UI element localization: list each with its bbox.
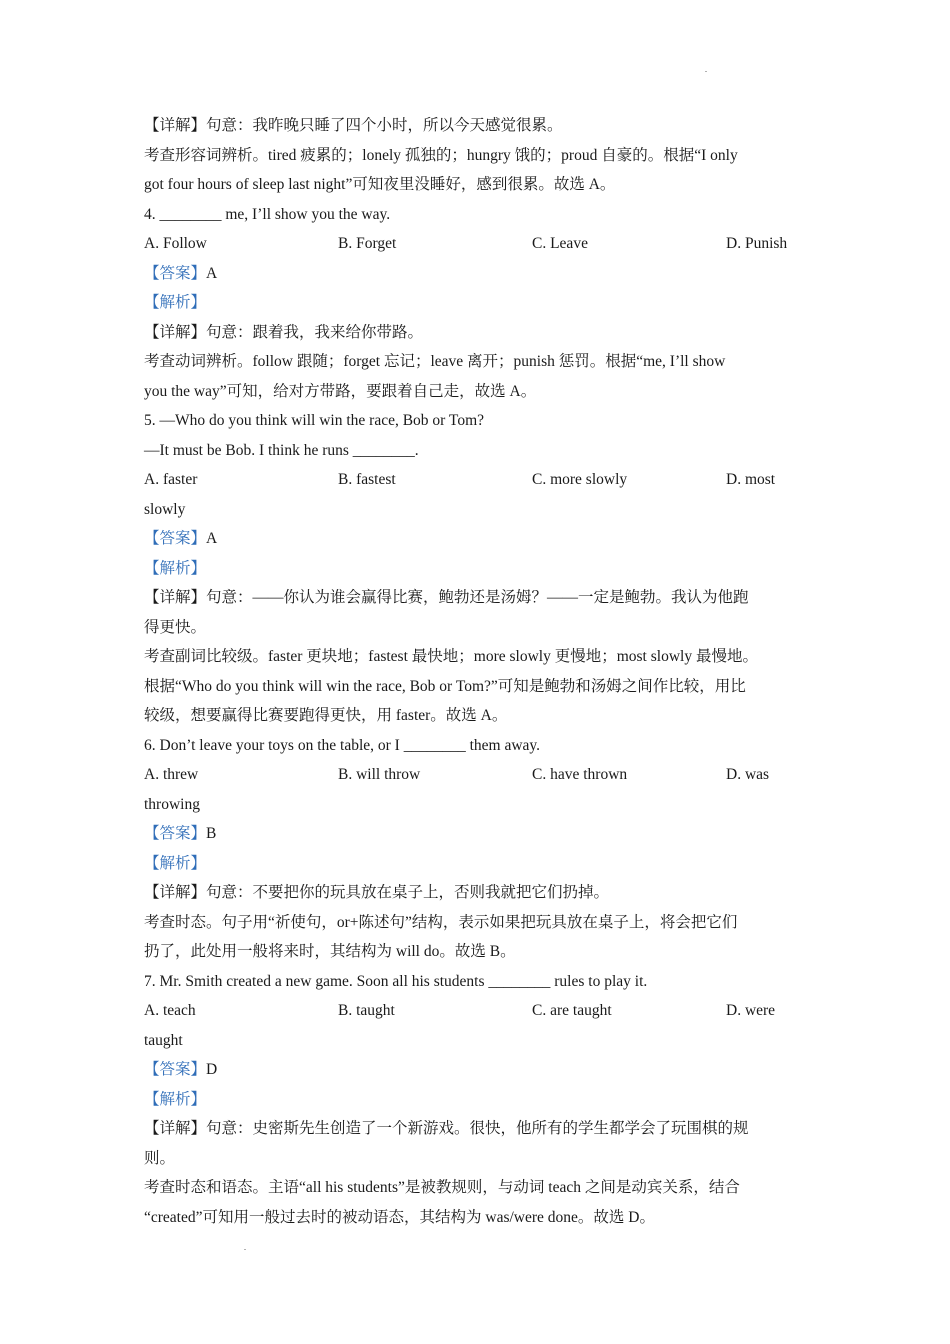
q5-answer-tag: 【答案】	[144, 530, 207, 547]
q4-detail: 【详解】句意：跟着我，我来给你带路。	[144, 323, 424, 341]
q4-question: 4. ________ me, I’ll show you the way.	[144, 205, 391, 223]
q6-answer	[144, 819, 808, 849]
q5-answer	[144, 524, 808, 554]
q6-analysis-line-1: 考查时态。句子用“祈使句，or+陈述句”结构，表示如果把玩具放在桌子上，将会把它们	[144, 913, 738, 931]
scan-speck-bottom	[244, 1249, 246, 1250]
q5-option-d-wrap: slowly	[144, 500, 186, 518]
q5-option-b: B. fastest	[338, 471, 396, 488]
q4-option-d: D. Punish	[726, 235, 788, 252]
q5-analysis-line-2: 根据“Who do you think will win the race, Bob or Tom?”可知是鲍勃和汤姆之间作比较，用比	[144, 677, 746, 695]
q4-analysis-line-2: you the way”可知，给对方带路，要跟着自己走，故选 A。	[144, 382, 537, 400]
q7-analysis-line-2: “created”可知用一般过去时的被动语态，其结构为 was/were done。故选 D。	[144, 1208, 655, 1226]
q5-question-line-2: —It must be Bob. I think he runs ________.	[144, 441, 419, 459]
q6-option-d: D. was	[726, 766, 770, 783]
q7-option-b: B. taught	[338, 1002, 395, 1019]
q7-analysis-line-1: 考查时态和语态。主语“all his students”是被教规则，与动词 teach 之间是动宾关系，结合	[144, 1179, 740, 1196]
q5-analysis-line-3: 较级，想要赢得比赛要跑得更快，用 faster。故选 A。	[144, 707, 508, 724]
q5-jiexi: 【解析】	[144, 559, 207, 577]
q5-option-d: D. most	[726, 471, 776, 488]
q5-detail-line-1: 【详解】句意：——你认为谁会赢得比赛，鲍勃还是汤姆？——一定是鲍勃。我认为他跑	[144, 589, 749, 606]
q7-option-c: C. are taught	[532, 1002, 612, 1019]
q7-option-a: A. teach	[144, 1002, 196, 1019]
q6-answer-tag: 【答案】	[144, 825, 207, 842]
q4-option-a: A. Follow	[144, 235, 207, 252]
q7-option-d-wrap: taught	[144, 1031, 183, 1049]
q7-answer-value: D	[206, 1061, 218, 1078]
q6-answer-value: B	[206, 825, 217, 842]
q6-options	[144, 760, 808, 790]
q5-answer-value: A	[206, 530, 218, 547]
q6-question: 6. Don’t leave your toys on the table, or I ________ them away.	[144, 736, 541, 754]
q5-detail-line-2: 得更快。	[144, 618, 207, 636]
q7-answer	[144, 1055, 808, 1085]
q4-analysis-line-1: 考查动词辨析。follow 跟随；forget 忘记；leave 离开；punish 惩罚。根据“me, I’ll show	[144, 353, 726, 370]
q4-answer-value: A	[206, 264, 218, 282]
q6-detail: 【详解】句意：不要把你的玩具放在桌子上，否则我就把它们扔掉。	[144, 884, 610, 901]
q7-detail-line-2: 则。	[144, 1149, 176, 1167]
scan-speck-top	[705, 71, 707, 72]
q5-option-c: C. more slowly	[532, 471, 628, 488]
document-page	[144, 111, 808, 1232]
q4-answer-tag: 【答案】	[144, 264, 207, 282]
q7-answer-tag: 【答案】	[144, 1061, 207, 1078]
q3-analysis-line-2: got four hours of sleep last night”可知夜里没睡好，感到很累。故选 A。	[144, 176, 616, 193]
q7-question: 7. Mr. Smith created a new game. Soon all his students ________ rules to play it.	[144, 972, 648, 990]
q4-options	[144, 229, 808, 259]
q3-detail: 【详解】句意：我昨晚只睡了四个小时，所以今天感觉很累。	[144, 117, 563, 134]
q4-option-b: B. Forget	[338, 235, 397, 252]
q5-analysis-line-1: 考查副词比较级。faster 更块地；fastest 最快地；more slowly 更慢地；most slowly 最慢地。	[144, 648, 758, 665]
q5-question-line-1: 5. —Who do you think will win the race, Bob or Tom?	[144, 412, 485, 429]
q6-option-d-wrap: throwing	[144, 795, 200, 813]
q7-jiexi: 【解析】	[144, 1090, 207, 1108]
q3-analysis-line-1: 考查形容词辨析。tired 疲累的；lonely 孤独的；hungry 饿的；proud 自豪的。根据“I only	[144, 146, 738, 164]
q5-options	[144, 465, 808, 495]
q5-option-a: A. faster	[144, 471, 198, 488]
q6-jiexi: 【解析】	[144, 854, 207, 872]
q4-option-c: C. Leave	[532, 235, 588, 252]
q7-option-d: D. were	[726, 1002, 776, 1019]
q7-detail-line-1: 【详解】句意：史密斯先生创造了一个新游戏。很快，他所有的学生都学会了玩围棋的规	[144, 1120, 749, 1137]
q6-option-c: C. have thrown	[532, 766, 628, 783]
q7-options	[144, 996, 808, 1026]
q6-analysis-line-2: 扔了，此处用一般将来时，其结构为 will do。故选 B。	[144, 943, 516, 960]
q4-answer	[144, 259, 808, 289]
q4-jiexi: 【解析】	[144, 294, 207, 311]
q6-option-a: A. threw	[144, 766, 199, 783]
q6-option-b: B. will throw	[338, 766, 421, 783]
